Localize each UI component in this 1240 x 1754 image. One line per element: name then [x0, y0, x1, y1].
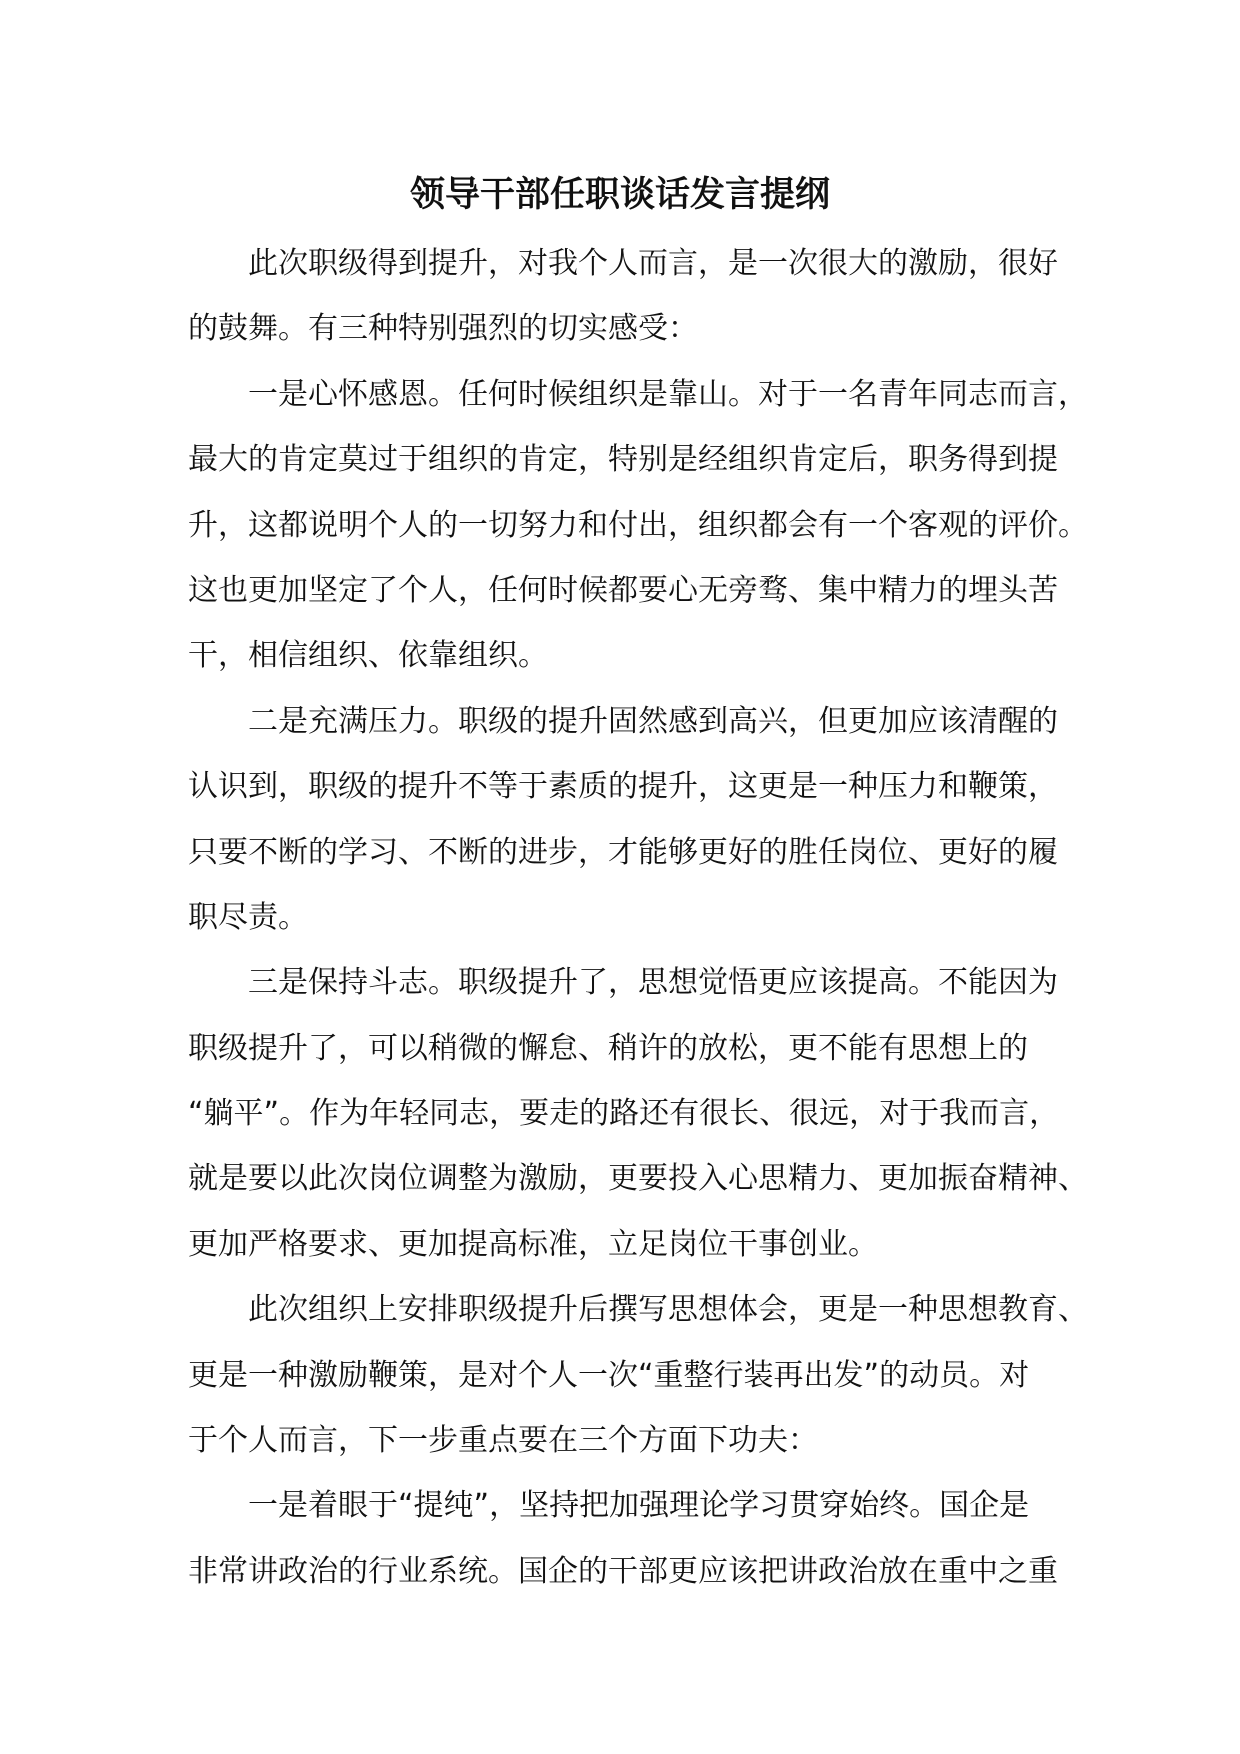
text-line: 升，这都说明个人的一切努力和付出，组织都会有一个客观的评价。 [188, 507, 1088, 543]
paragraph [188, 689, 1068, 951]
text-line: 一是着眼于“提纯”，坚持把加强理论学习贯穿始终。国企是 [248, 1488, 1030, 1524]
text-line: 这也更加坚定了个人，任何时候都要心无旁骛、集中精力的埋头苦 [188, 572, 1058, 608]
text-line: 此次组织上安排职级提升后撰写思想体会，更是一种思想教育、 [248, 1292, 1088, 1328]
paragraph [188, 231, 1068, 362]
text-line: 三是保持斗志。职级提升了，思想觉悟更应该提高。不能因为 [248, 965, 1058, 1001]
text-line: 二是充满压力。职级的提升固然感到高兴，但更加应该清醒的 [248, 703, 1058, 739]
text-line: “躺平”。作为年轻同志，要走的路还有很长、很远，对于我而言， [188, 1096, 1060, 1132]
text-line: 的鼓舞。有三种特别强烈的切实感受： [188, 311, 698, 347]
text-line: 最大的肯定莫过于组织的肯定，特别是经组织肯定后，职务得到提 [188, 442, 1058, 478]
paragraph [188, 1473, 1068, 1604]
text-line: 于个人而言，下一步重点要在三个方面下功夫： [188, 1423, 818, 1459]
text-line: 职尽责。 [188, 899, 308, 935]
paragraph [188, 1277, 1088, 1473]
text-line: 只要不断的学习、不断的进步，才能够更好的胜任岗位、更好的履 [188, 834, 1058, 870]
text-line: 职级提升了，可以稍微的懈怠、稍许的放松，更不能有思想上的 [188, 1030, 1028, 1066]
text-line: 更加严格要求、更加提高标准，立足岗位干事创业。 [188, 1226, 878, 1262]
text-line: 干，相信组织、依靠组织。 [188, 638, 548, 674]
text-line: 更是一种激励鞭策，是对个人一次“重整行装再出发”的动员。对 [188, 1357, 1030, 1393]
text-line: 认识到，职级的提升不等于素质的提升，这更是一种压力和鞭策， [188, 769, 1058, 805]
text-line: 此次职级得到提升，对我个人而言，是一次很大的激励，很好 [248, 246, 1058, 281]
document-title: 领导干部任职谈话发言提纲 [409, 175, 830, 215]
text-line: 非常讲政治的行业系统。国企的干部更应该把讲政治放在重中之重 [188, 1553, 1058, 1589]
document-body [188, 231, 1088, 1604]
text-line: 一是心怀感恩。任何时候组织是靠山。对于一名青年同志而言， [248, 376, 1088, 412]
paragraph [188, 362, 1088, 689]
text-line: 就是要以此次岗位调整为激励，更要投入心思精力、更加振奋精神、 [188, 1161, 1088, 1197]
paragraph [188, 950, 1088, 1277]
